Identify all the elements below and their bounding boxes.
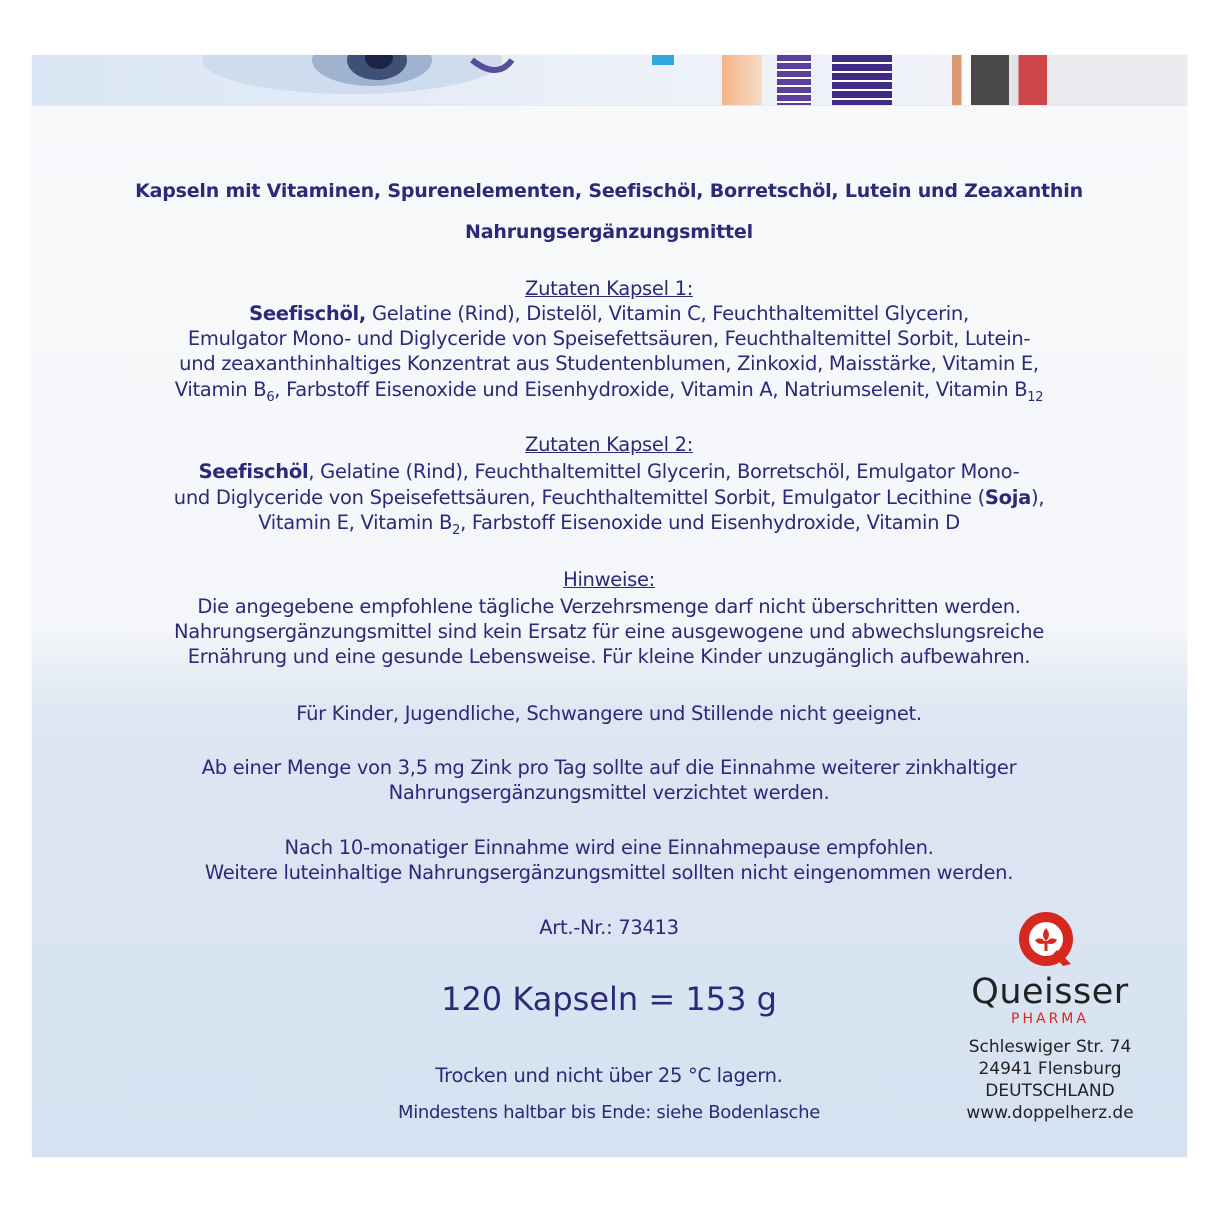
zinc-line1: Ab einer Menge von 3,5 mg Zink pro Tag sollte auf die Einnahme weiterer zinkhaltiger (201, 756, 1017, 779)
notes-line2: Nahrungsergänzungsmittel sind kein Ersatz für eine ausgewogene und abwechslungsreiche (173, 620, 1045, 643)
quantity: 120 Kapseln = 153 g (441, 980, 777, 1018)
brand-name: Queisser (971, 972, 1129, 1012)
notes-line3: Ernährung und eine gesunde Lebensweise. Für kleine Kinder unzugänglich aufbewahren. (187, 645, 1031, 668)
zinc-line2: Nahrungsergänzungsmittel verzichtet werden. (388, 781, 830, 804)
brand-sub: PHARMA (1011, 1011, 1089, 1027)
capsule1-sub2: 12 (1027, 389, 1044, 405)
queisser-q-icon (1017, 910, 1075, 968)
storage-note: Trocken und nicht über 25 °C lagern. (435, 1064, 783, 1087)
allergen-soja: Soja (984, 486, 1032, 509)
pause-line1: Nach 10-monatiger Einnahme wird eine Einnahmepause empfohlen. (284, 836, 934, 859)
address-city: 24941 Flensburg (978, 1059, 1122, 1079)
capsule2-sub: 2 (452, 522, 461, 538)
product-subtitle: Nahrungsergänzungsmittel (465, 221, 753, 243)
capsule2-line2b: ), (1031, 486, 1045, 509)
capsule1-line1-text: Gelatine (Rind), Distelöl, Vitamin C, Feuchthaltemittel Glycerin, (366, 302, 969, 325)
capsule1-line1 (0, 302, 1218, 325)
capsule2-line1 (0, 460, 1218, 483)
best-before-note: Mindestens haltbar bis Ende: siehe Bodenlasche (397, 1102, 821, 1123)
capsule2-line3b: , Farbstoff Eisenoxide und Eisenhydroxide, Vitamin D (460, 511, 960, 534)
address-country: DEUTSCHLAND (985, 1081, 1115, 1101)
capsule2-line1-text: , Gelatine (Rind), Feuchthaltemittel Glycerin, Borretschöl, Emulgator Mono- (308, 460, 1020, 483)
capsule2-line2a: und Diglyceride von Speisefettsäuren, Feuchthaltemittel Sorbit, Emulgator Lecithine ( (173, 486, 985, 509)
pause-line2: Weitere luteinhaltige Nahrungsergänzungsmittel sollten nicht eingenommen werden. (204, 861, 1014, 884)
address-street: Schleswiger Str. 74 (968, 1037, 1132, 1057)
product-title: Kapseln mit Vitaminen, Spurenelementen, Seefischöl, Borretschöl, Lutein und Zeaxanthin (135, 180, 1083, 202)
capsule1-line4b: , Farbstoff Eisenoxide und Eisenhydroxide, Vitamin A, Natriumselenit, Vitamin B (274, 378, 1028, 401)
capsule2-heading: Zutaten Kapsel 2: (525, 433, 693, 456)
capsule1-line4 (0, 378, 1218, 405)
capsule2-line3 (0, 511, 1218, 538)
article-number: Art.-Nr.: 73413 (539, 916, 679, 939)
capsule1-bold: Seefischöl, (249, 302, 367, 325)
warning-children: Für Kinder, Jugendliche, Schwangere und Stillende nicht geeignet. (296, 702, 922, 725)
notes-line1: Die angegebene empfohlene tägliche Verzehrsmenge darf nicht überschritten werden. (197, 595, 1021, 618)
capsule1-line3: und zeaxanthinhaltiges Konzentrat aus Studentenblumen, Zinkoxid, Maisstärke, Vitamin E, (179, 352, 1039, 375)
capsule2-line2 (0, 486, 1218, 509)
capsule1-heading: Zutaten Kapsel 1: (525, 277, 693, 300)
notes-heading: Hinweise: (563, 568, 655, 591)
website-link[interactable]: www.doppelherz.de (966, 1103, 1134, 1123)
capsule2-bold: Seefischöl (198, 460, 309, 483)
capsule2-line3a: Vitamin E, Vitamin B (258, 511, 453, 534)
capsule1-sub1: 6 (266, 389, 275, 405)
capsule1-line2: Emulgator Mono- und Diglyceride von Speisefettsäuren, Feuchthaltemittel Sorbit, Lutein- (187, 327, 1031, 350)
capsule1-line4a: Vitamin B (174, 378, 267, 401)
